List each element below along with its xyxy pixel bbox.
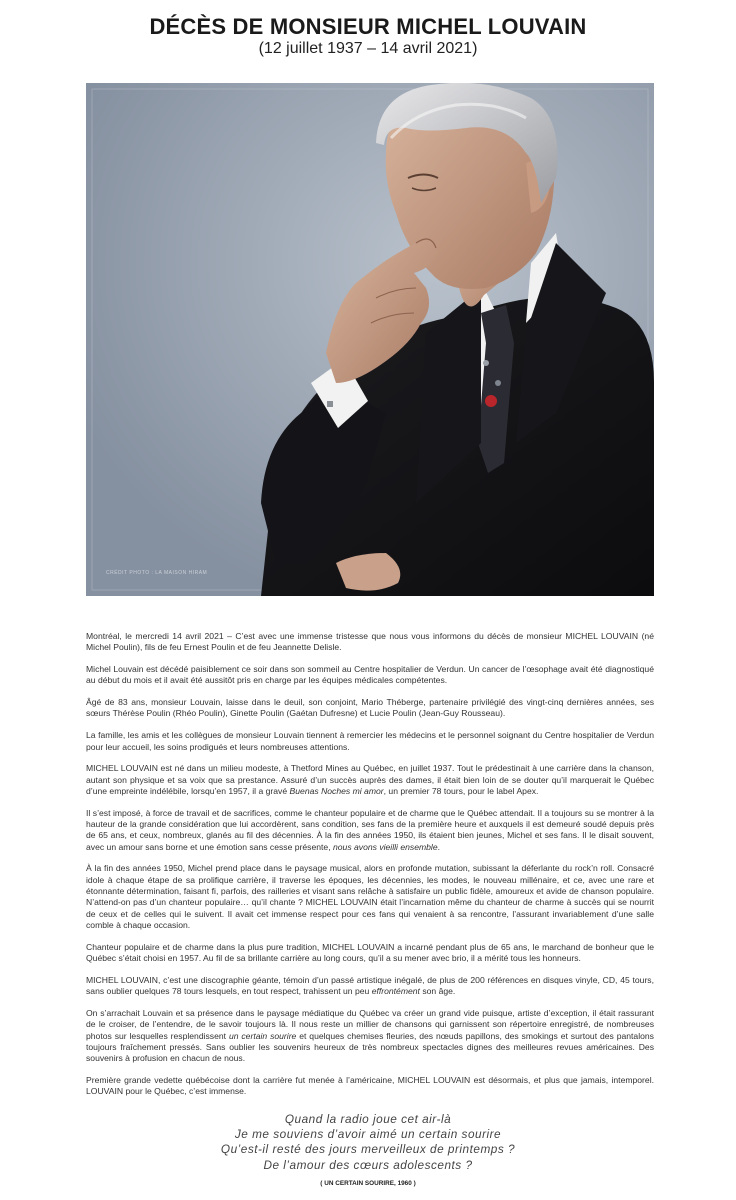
paragraph-text: Âgé de 83 ans, monsieur Louvain, laisse dans le deuil, son conjoint, Mario Théberge, partenaire privilégié des vingt-cinq dernières années, ses sœurs Thérèse Poulin (Rhéo Poulin), Ginette Poulin (Gaétan Dufresne) et Lucie Poulin (Jean-Guy Rousseau). [86,697,654,719]
paragraph-text: . [437,841,440,852]
paragraph-text: On s’arrachait Louvain et sa présence dans le paysage médiatique du Québec va créer un grand vide puisque, artiste d’exception, il était rassurant de le croiser, de l’entendre, de le savoir toujours là. Il nous reste un millier de chansons qui garnissent son répertoire enregistré, de nombreuses photos sur lesquelles resplendissent [86,1007,654,1041]
paragraph [86,730,654,753]
italic-text: Buenas Noches mi amor [289,785,384,796]
paragraph-text: À la fin des années 1950, Michel prend place dans le paysage musical, alors en profonde mutation, subissant la déferlante du rock’n roll. Consacré idole à chaque étape de sa prolifique carrière, il traverse les époques, les décennies, les modes, le nouveau millénaire, et ce, avec une rare et étonnante détermination, faisant fi, parfois, des railleries et visant sans relâche à satisfaire un public fidèle, amoureux et avide de chanson populaire. N’attend-on pas d’un chanteur populaire… qu’il chante ? MICHEL LOUVAIN était l’incarnation même du chanteur de charme à succès qui se nourrit de ceux et de celles qui le suivent. Il avait cet immense respect pour ces fans qui venaient à sa rencontre, l’assurant invariablement d’une salle comble à chaque occasion. [86,863,654,930]
song-quote [0,1112,736,1173]
paragraph [86,763,654,797]
paragraph [86,975,654,998]
paragraph-text: son âge. [419,986,456,997]
paragraph [86,863,654,931]
paragraph-text: Première grande vedette québécoise dont la carrière fut menée à l’américaine, MICHEL LOUVAIN est désormais, et plus que jamais, intemporel. LOUVAIN pour le Québec, c’est immense. [86,1074,654,1097]
paragraph [86,697,654,720]
paragraph-text: et quelques chemises fleuries, des nœuds papillons, des smokings et surtout des pantalons toujours fraîchement pressés. Sans oublier les souvenirs heureux de très nombreux spectacles dignes des meilleures revues américaines. Des souvenirs à profusion en chacun de nous. [86,1030,654,1064]
poem-line: Quand la radio joue cet air-là [284,1112,452,1126]
poem-line: De l’amour des cœurs adolescents ? [263,1157,473,1172]
paragraph [86,1075,654,1098]
paragraph-text: MICHEL LOUVAIN, c’est une discographie géante, témoin d’un passé artistique inégalé, de plus de 200 références en disques vinyle, CD, 45 tours, sans oublier quelques 78 tours lesquels, en tout respect, trahissent un peu [86,974,654,997]
paragraph [86,942,654,965]
italic-text: nous avons vieilli ensemble [332,841,438,852]
life-dates: (12 juillet 1937 – 14 avril 2021) [258,40,478,57]
paragraph-text: Il s’est imposé, à force de travail et de sacrifices, comme le chanteur populaire et de charme que le Québec attendait. Il a toujours su se montrer à la hauteur de la grande considération que lui accordèrent, sans condition, ses fans de la première heure et auxquels il est demeuré soudé depuis près de 65 ans, et ceux, nombreux, glanés au fil des décennies. À la fin des années 1950, ils étaient bien jeunes, Michel et ses fans. Il le disait souvent, avec un amour sans borne et une émotion sans cesse présente, [86,807,654,852]
paragraph-text: La famille, les amis et les collègues de monsieur Louvain tiennent à remercier les médecins et le personnel soignant du Centre hospitalier de Verdun pour leur accueil, les soins prodigués et leurs nombreuses attentions. [86,730,654,752]
paragraph [86,631,654,654]
poem-line: Je me souviens d’avoir aimé un certain sourire [234,1127,502,1142]
poem-line: Qu’est-il resté des jours merveilleux de printemps ? [220,1142,516,1157]
paragraph-text: Michel Louvain est décédé paisiblement ce soir dans son sommeil au Centre hospitalier de Verdun. Un cancer de l’œsophage avait été diagnostiqué au début du mois et il avait été aussitôt pris en charge par les équipes médicales compétentes. [86,664,654,686]
portrait-photo [86,83,654,596]
paragraph-text: Montréal, le mercredi 14 avril 2021 – C’est avec une immense tristesse que nous vous informons du décès de monsieur MICHEL LOUVAIN (né Michel Poulin), fils de feu Ernest Poulin et de feu Jeannette Delisle. [86,631,654,653]
obituary-text [86,631,654,1108]
portrait-illustration [86,83,654,596]
italic-text: un certain sourire [228,1030,297,1041]
page-title: DÉCÈS DE MONSIEUR MICHEL LOUVAIN [149,14,587,39]
paragraph-text: MICHEL LOUVAIN est né dans un milieu modeste, à Thetford Mines au Québec, en juillet 1937. Tout le prédestinait à une carrière dans la chanson, autant son physique et sa voix que sa prestance. Assuré d’un succès auprès des dames, il était bien loin de se douter qu’il marquerait le Québec d’une empreinte indélébile, lorsqu’en 1957, il a gravé [86,763,654,796]
paragraph [86,808,654,853]
photo-credit: CRÉDIT PHOTO : LA MAISON HIRAM [106,570,208,576]
paragraph-text: , un premier 78 tours, pour le label Apex. [383,785,539,796]
paragraph [86,664,654,687]
paragraph-text: Chanteur populaire et de charme dans la plus pure tradition, MICHEL LOUVAIN a incarné pendant plus de 65 ans, le marchand de bonheur que le Québec s’était choisi en 1957. Au fil de sa brillante carrière au long cours, qu’il a su mener avec brio, il a mérité tous les honneurs. [86,941,654,964]
italic-text: effrontément [371,986,420,997]
song-source: ( UN CERTAIN SOURIRE, 1960 ) [320,1180,416,1187]
paragraph [86,1008,654,1064]
